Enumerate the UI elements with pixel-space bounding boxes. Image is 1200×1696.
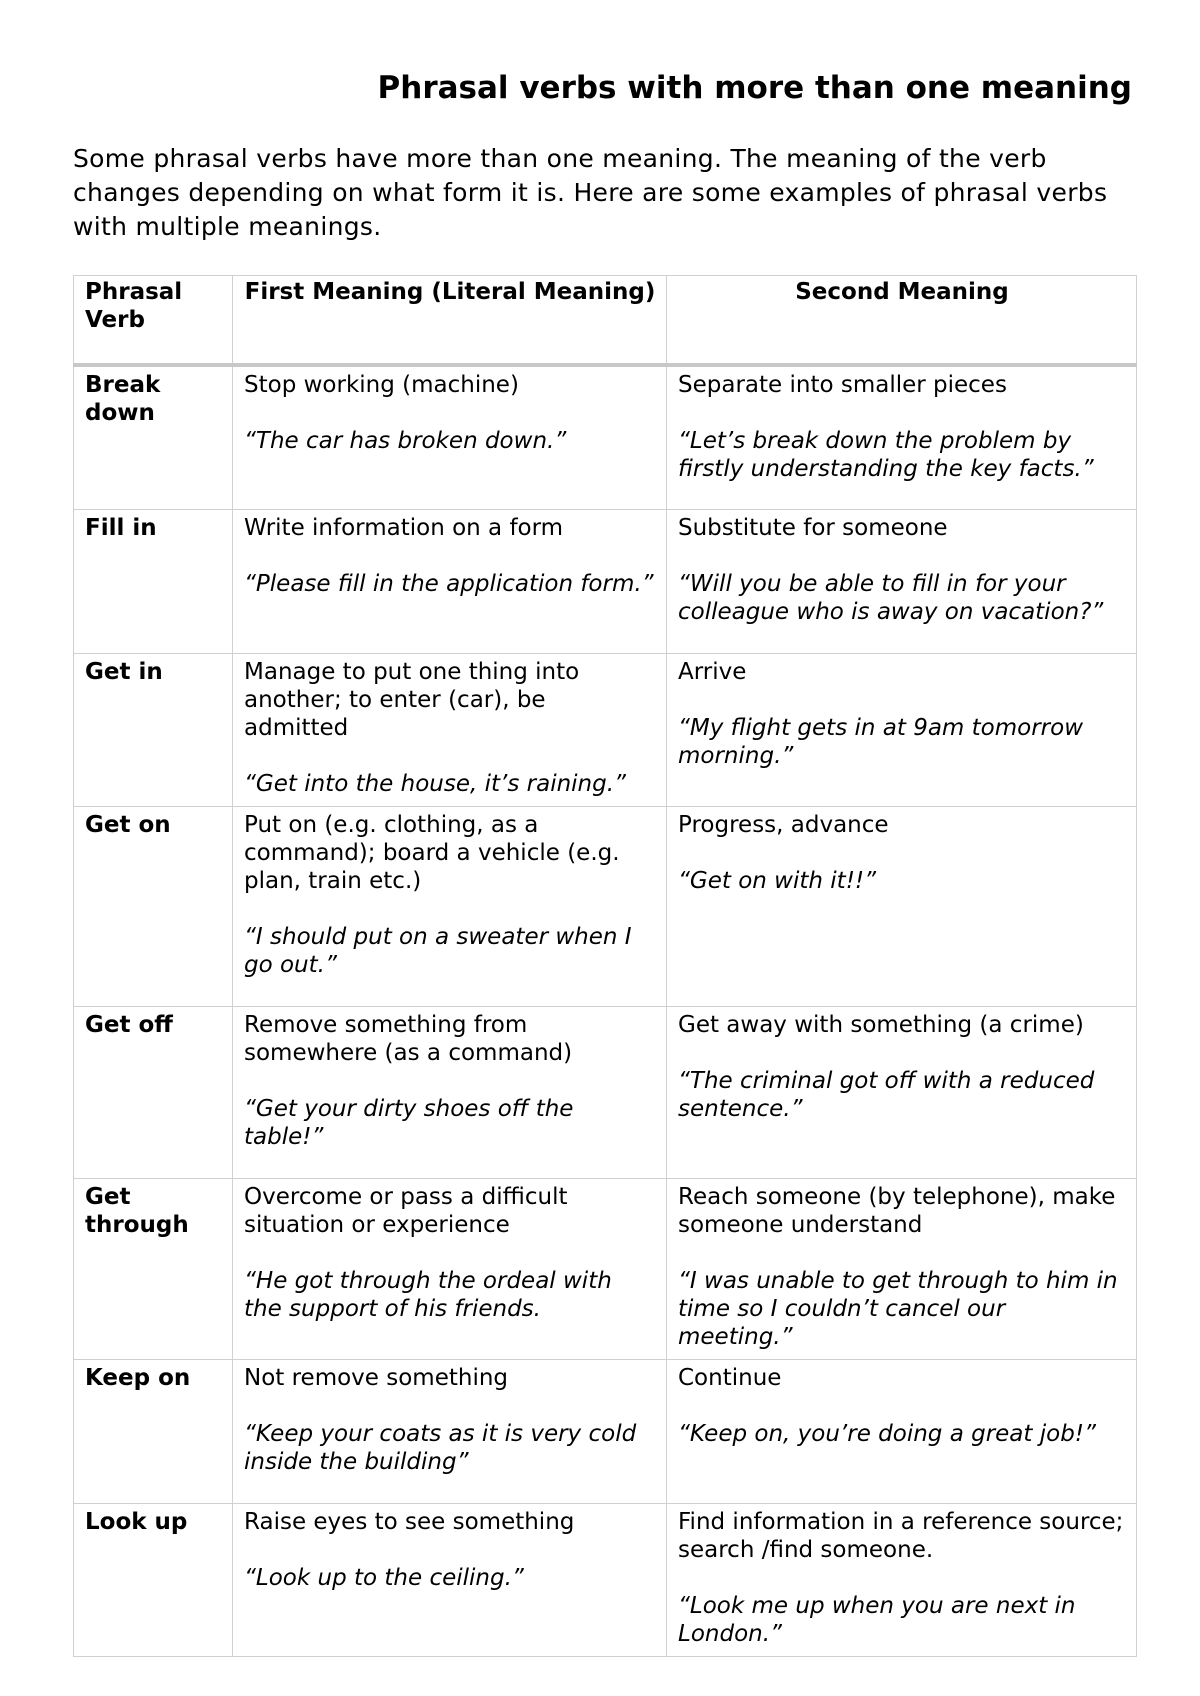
table-row	[74, 653, 1137, 806]
meaning-text: Arrive	[678, 658, 747, 685]
verb-cell: Look up	[74, 1503, 233, 1656]
example-text: “I should put on a sweater when I go out.”	[244, 923, 632, 978]
verb-cell: Get through	[74, 1178, 233, 1359]
example-text: “He got through the ordeal with the support of his friends.	[244, 1267, 612, 1322]
example-text: “Will you be able to fill in for your colleague who is away on vacation?”	[678, 570, 1104, 625]
verb-cell: Fill in	[74, 509, 233, 653]
second-meaning-cell	[667, 1178, 1137, 1359]
meaning-text: Not remove something	[244, 1364, 509, 1391]
page-title: Phrasal verbs with more than one meaning	[377, 70, 1132, 106]
example-text: “Let’s break down the problem by firstly understanding the key facts.”	[678, 428, 1094, 482]
example-text: “Get into the house, it’s raining.”	[244, 770, 626, 797]
table-row	[74, 509, 1137, 653]
example-text: “Please fill in the application form.”	[244, 570, 654, 597]
meaning-text: Write information on a form	[244, 514, 564, 541]
verb-cell: Get in	[74, 653, 233, 806]
example-text: “Keep on, you’re doing a great job!”	[678, 1420, 1096, 1447]
meaning-text: Reach someone (by telephone), make someone understand	[678, 1183, 1116, 1238]
table-row	[74, 806, 1137, 1006]
verb-cell: Get off	[74, 1006, 233, 1178]
table-row	[74, 1359, 1137, 1503]
first-meaning-cell	[233, 365, 667, 509]
example-text: “Get on with it!!”	[678, 867, 877, 894]
header-second-meaning: Second Meaning	[667, 276, 1137, 366]
meaning-text: Progress, advance	[678, 811, 889, 838]
verb-cell: Keep on	[74, 1359, 233, 1503]
second-meaning-cell	[667, 509, 1137, 653]
intro-paragraph: Some phrasal verbs have more than one meaning. The meaning of the verb changes depending on what form it is. Here are some examples of phrasal verbs with multiple meanings.	[73, 144, 1108, 241]
example-text: “Look up to the ceiling.”	[244, 1564, 524, 1591]
table-row	[74, 1006, 1137, 1178]
second-meaning-cell	[667, 1006, 1137, 1178]
meaning-text: Manage to put one thing into another; to enter (car), be admitted	[244, 658, 580, 741]
meaning-text: Continue	[678, 1364, 782, 1391]
first-meaning-cell	[233, 1359, 667, 1503]
example-text: “My flight gets in at 9am tomorrow morning.”	[678, 714, 1084, 769]
table-header-row	[74, 276, 1137, 366]
first-meaning-cell	[233, 1178, 667, 1359]
meaning-text: Raise eyes to see something	[244, 1508, 575, 1535]
verb-cell: Get on	[74, 806, 233, 1006]
example-text: “I was unable to get through to him in time so I couldn’t cancel our meeting.”	[678, 1267, 1118, 1350]
example-text: “Look me up when you are next in London.”	[678, 1592, 1076, 1647]
first-meaning-cell	[233, 1006, 667, 1178]
phrasal-verbs-table	[73, 275, 1137, 1657]
example-text: “The car has broken down.”	[244, 428, 567, 454]
meaning-text: Overcome or pass a difficult situation or experience	[244, 1183, 568, 1238]
second-meaning-cell	[667, 365, 1137, 509]
meaning-text: Substitute for someone	[678, 514, 948, 541]
first-meaning-cell	[233, 509, 667, 653]
meaning-text: Find information in a reference source; search /find someone.	[678, 1508, 1124, 1563]
second-meaning-cell	[667, 1503, 1137, 1656]
table-row	[74, 365, 1137, 509]
example-text: “Get your dirty shoes off the table!”	[244, 1095, 574, 1150]
meaning-text: Put on (e.g. clothing, as a command); board a vehicle (e.g. plan, train etc.)	[244, 811, 620, 894]
table-row	[74, 1178, 1137, 1359]
example-text: “Keep your coats as it is very cold inside the building”	[244, 1420, 637, 1475]
meaning-text: Remove something from somewhere (as a command)	[244, 1011, 573, 1066]
header-first-meaning: First Meaning (Literal Meaning)	[233, 276, 667, 366]
second-meaning-cell	[667, 1359, 1137, 1503]
example-text: “The criminal got off with a reduced sentence.”	[678, 1067, 1095, 1122]
meaning-text: Separate into smaller pieces	[678, 372, 1007, 398]
meaning-text: Stop working (machine)	[244, 372, 519, 398]
first-meaning-cell	[233, 1503, 667, 1656]
first-meaning-cell	[233, 653, 667, 806]
second-meaning-cell	[667, 806, 1137, 1006]
verb-cell: Break down	[74, 365, 233, 509]
first-meaning-cell	[233, 806, 667, 1006]
meaning-text: Get away with something (a crime)	[678, 1011, 1084, 1038]
table-row	[74, 1503, 1137, 1656]
second-meaning-cell	[667, 653, 1137, 806]
header-phrasal-verb: Phrasal Verb	[74, 276, 233, 366]
